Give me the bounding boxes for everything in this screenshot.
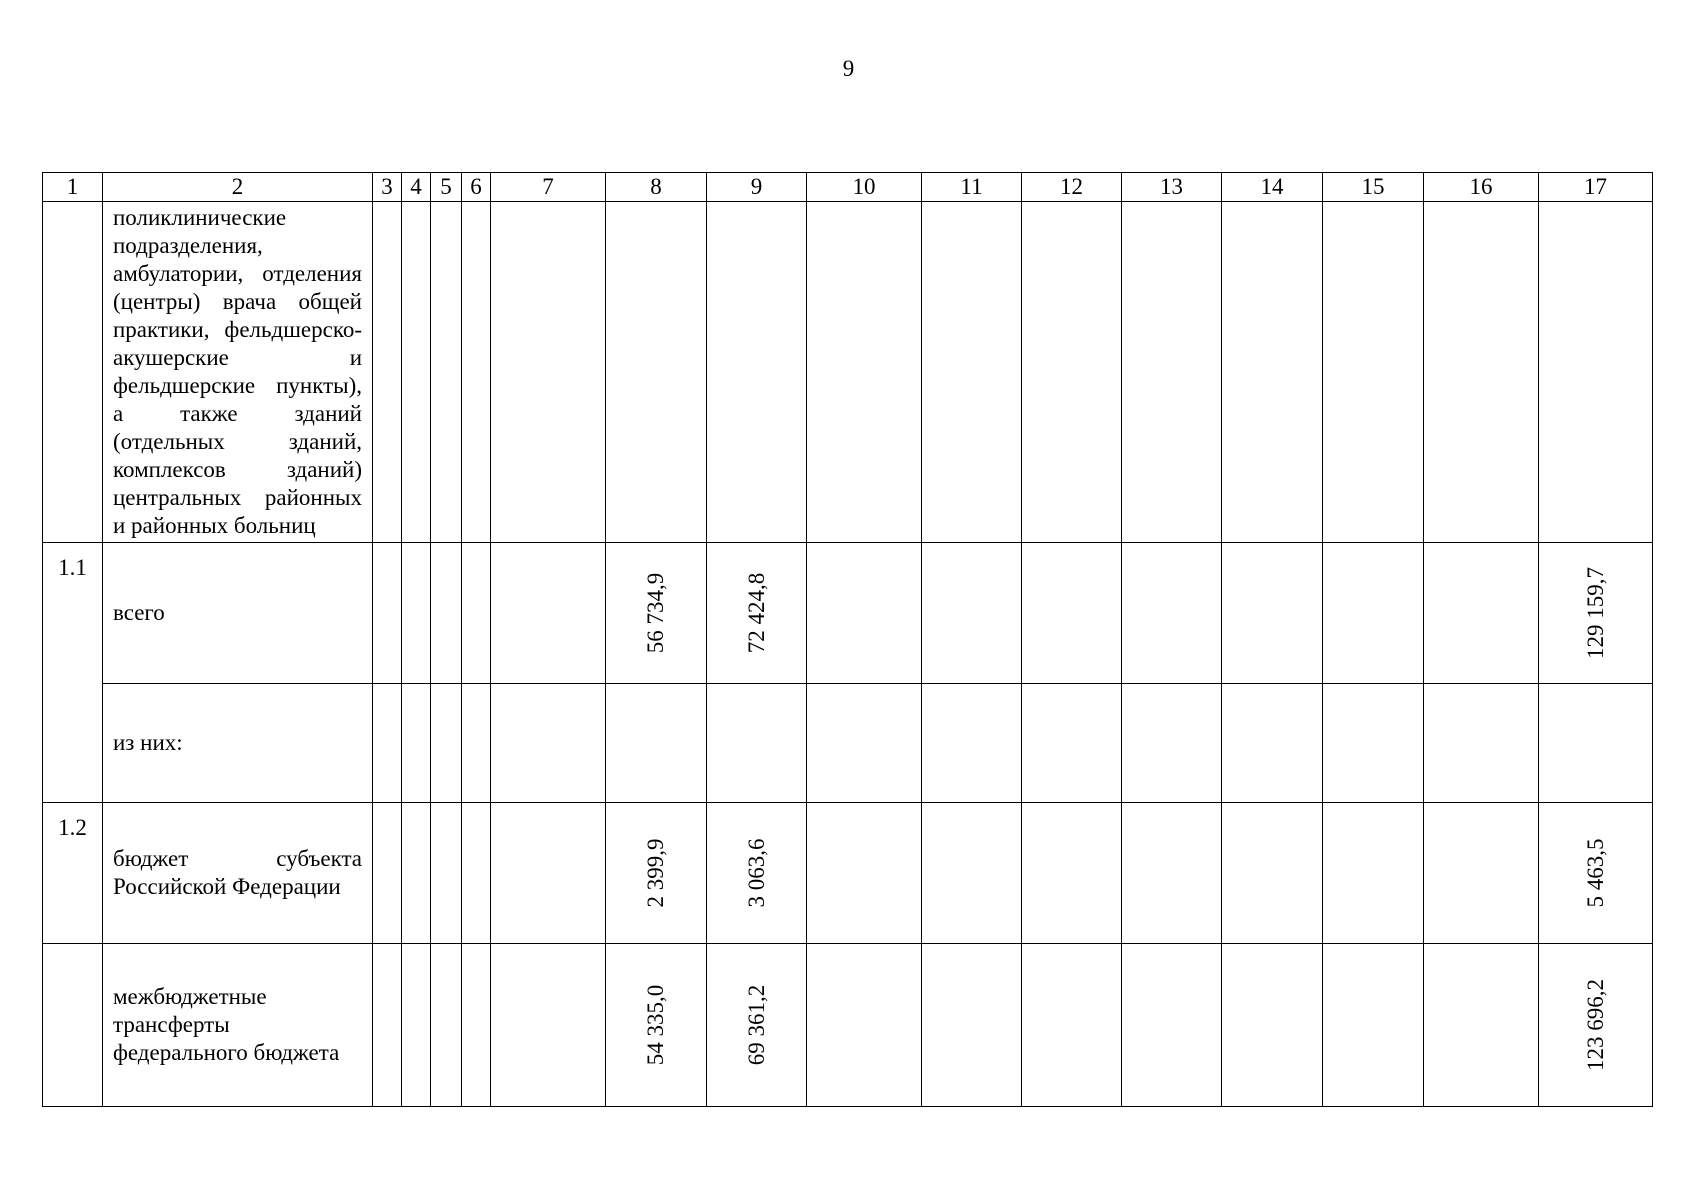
empty-cell bbox=[1022, 684, 1122, 803]
empty-cell bbox=[922, 803, 1022, 944]
col-header: 14 bbox=[1222, 173, 1323, 202]
value-col9: 72 424,8 bbox=[743, 572, 769, 654]
empty-cell bbox=[807, 684, 922, 803]
empty-cell bbox=[1424, 803, 1539, 944]
value-cell-col9 bbox=[707, 944, 807, 1107]
col-header: 16 bbox=[1424, 173, 1539, 202]
col-header: 4 bbox=[402, 173, 431, 202]
value-cell-col9 bbox=[707, 543, 807, 684]
empty-cell bbox=[707, 684, 807, 803]
empty-cell bbox=[402, 202, 431, 543]
empty-cell bbox=[1022, 944, 1122, 1107]
table-row bbox=[43, 803, 1653, 944]
empty-cell bbox=[491, 803, 606, 944]
empty-cell bbox=[491, 684, 606, 803]
empty-cell bbox=[922, 543, 1022, 684]
value-col9: 69 361,2 bbox=[743, 984, 769, 1066]
empty-cell bbox=[402, 684, 431, 803]
empty-cell bbox=[807, 202, 922, 543]
col-header: 3 bbox=[373, 173, 402, 202]
col-header: 15 bbox=[1323, 173, 1424, 202]
empty-cell bbox=[922, 202, 1022, 543]
empty-cell bbox=[402, 803, 431, 944]
value-col17: 5 463,5 bbox=[1582, 838, 1608, 908]
empty-cell bbox=[1323, 684, 1424, 803]
empty-cell bbox=[1122, 684, 1222, 803]
col-header: 1 bbox=[43, 173, 103, 202]
empty-cell bbox=[1323, 543, 1424, 684]
empty-cell bbox=[402, 543, 431, 684]
value-col8: 56 734,9 bbox=[643, 572, 668, 654]
empty-cell bbox=[373, 543, 402, 684]
empty-cell bbox=[1222, 684, 1323, 803]
empty-cell bbox=[1022, 543, 1122, 684]
empty-cell bbox=[1222, 944, 1323, 1107]
empty-cell bbox=[807, 803, 922, 944]
empty-cell bbox=[1424, 202, 1539, 543]
empty-cell bbox=[922, 944, 1022, 1107]
col-header: 9 bbox=[707, 173, 807, 202]
value-cell-col9 bbox=[707, 803, 807, 944]
empty-cell bbox=[1539, 202, 1653, 543]
row-description: бюджет субъекта Российской Федерации bbox=[103, 803, 373, 944]
value-col17: 129 159,7 bbox=[1582, 567, 1608, 659]
value-cell-col17 bbox=[1539, 803, 1653, 944]
empty-cell bbox=[1122, 944, 1222, 1107]
empty-cell bbox=[606, 684, 707, 803]
header-row bbox=[43, 173, 1653, 202]
row-description: межбюджетные трансферты федерального бюджета bbox=[103, 944, 373, 1107]
page-number: 9 bbox=[842, 56, 855, 81]
value-col8: 54 335,0 bbox=[643, 984, 668, 1066]
row-number-cell: 1.1 bbox=[43, 543, 103, 803]
col-header: 2 bbox=[103, 173, 373, 202]
empty-cell bbox=[1022, 803, 1122, 944]
value-col9: 3 063,6 bbox=[743, 838, 769, 908]
value-cell-col17 bbox=[1539, 543, 1653, 684]
row-description: поликлинические подразделения, амбулатории, отделения (центры) врача общей практики, фельдшерско-акушерские и фельдшерские пункты), а также зданий (отдельных зданий, комплексов зданий) центральных районных и районных больниц bbox=[103, 202, 373, 543]
col-header: 10 bbox=[807, 173, 922, 202]
col-header: 5 bbox=[431, 173, 462, 202]
empty-cell bbox=[462, 684, 491, 803]
empty-cell bbox=[373, 684, 402, 803]
empty-cell bbox=[1323, 803, 1424, 944]
empty-cell bbox=[431, 803, 462, 944]
empty-cell bbox=[606, 202, 707, 543]
empty-cell bbox=[1424, 944, 1539, 1107]
empty-cell bbox=[431, 944, 462, 1107]
empty-cell bbox=[373, 803, 402, 944]
budget-table bbox=[42, 172, 1653, 1107]
col-header: 13 bbox=[1122, 173, 1222, 202]
empty-cell bbox=[1323, 202, 1424, 543]
empty-cell bbox=[462, 202, 491, 543]
empty-cell bbox=[462, 803, 491, 944]
empty-cell bbox=[431, 684, 462, 803]
empty-cell bbox=[922, 684, 1022, 803]
empty-cell bbox=[373, 944, 402, 1107]
empty-cell bbox=[1222, 803, 1323, 944]
table-row bbox=[43, 202, 1653, 543]
value-cell-col8 bbox=[606, 803, 707, 944]
value-col8: 2 399,9 bbox=[643, 838, 668, 908]
value-cell-col8 bbox=[606, 543, 707, 684]
col-header: 12 bbox=[1022, 173, 1122, 202]
empty-cell bbox=[1122, 543, 1222, 684]
col-header: 7 bbox=[491, 173, 606, 202]
col-header: 17 bbox=[1539, 173, 1653, 202]
empty-cell bbox=[462, 543, 491, 684]
empty-cell bbox=[1539, 684, 1653, 803]
row-number-cell bbox=[43, 202, 103, 543]
table-row bbox=[43, 543, 1653, 684]
empty-cell bbox=[491, 202, 606, 543]
row-description: из них: bbox=[103, 684, 373, 803]
table-row bbox=[43, 944, 1653, 1107]
empty-cell bbox=[707, 202, 807, 543]
col-header: 6 bbox=[462, 173, 491, 202]
empty-cell bbox=[1424, 684, 1539, 803]
empty-cell bbox=[431, 202, 462, 543]
empty-cell bbox=[1222, 543, 1323, 684]
col-header: 8 bbox=[606, 173, 707, 202]
empty-cell bbox=[373, 202, 402, 543]
empty-cell bbox=[462, 944, 491, 1107]
empty-cell bbox=[807, 944, 922, 1107]
empty-cell bbox=[491, 944, 606, 1107]
empty-cell bbox=[1323, 944, 1424, 1107]
value-cell-col8 bbox=[606, 944, 707, 1107]
value-cell-col17 bbox=[1539, 944, 1653, 1107]
empty-cell bbox=[1122, 803, 1222, 944]
row-number-cell: 1.2 bbox=[43, 803, 103, 944]
col-header: 11 bbox=[922, 173, 1022, 202]
empty-cell bbox=[431, 543, 462, 684]
empty-cell bbox=[807, 543, 922, 684]
empty-cell bbox=[491, 543, 606, 684]
empty-cell bbox=[1424, 543, 1539, 684]
row-number-cell bbox=[43, 944, 103, 1107]
value-col17: 123 696,2 bbox=[1582, 979, 1608, 1071]
row-description: всего bbox=[103, 543, 373, 684]
empty-cell bbox=[1222, 202, 1323, 543]
table-row bbox=[43, 684, 1653, 803]
empty-cell bbox=[402, 944, 431, 1107]
empty-cell bbox=[1022, 202, 1122, 543]
empty-cell bbox=[1122, 202, 1222, 543]
